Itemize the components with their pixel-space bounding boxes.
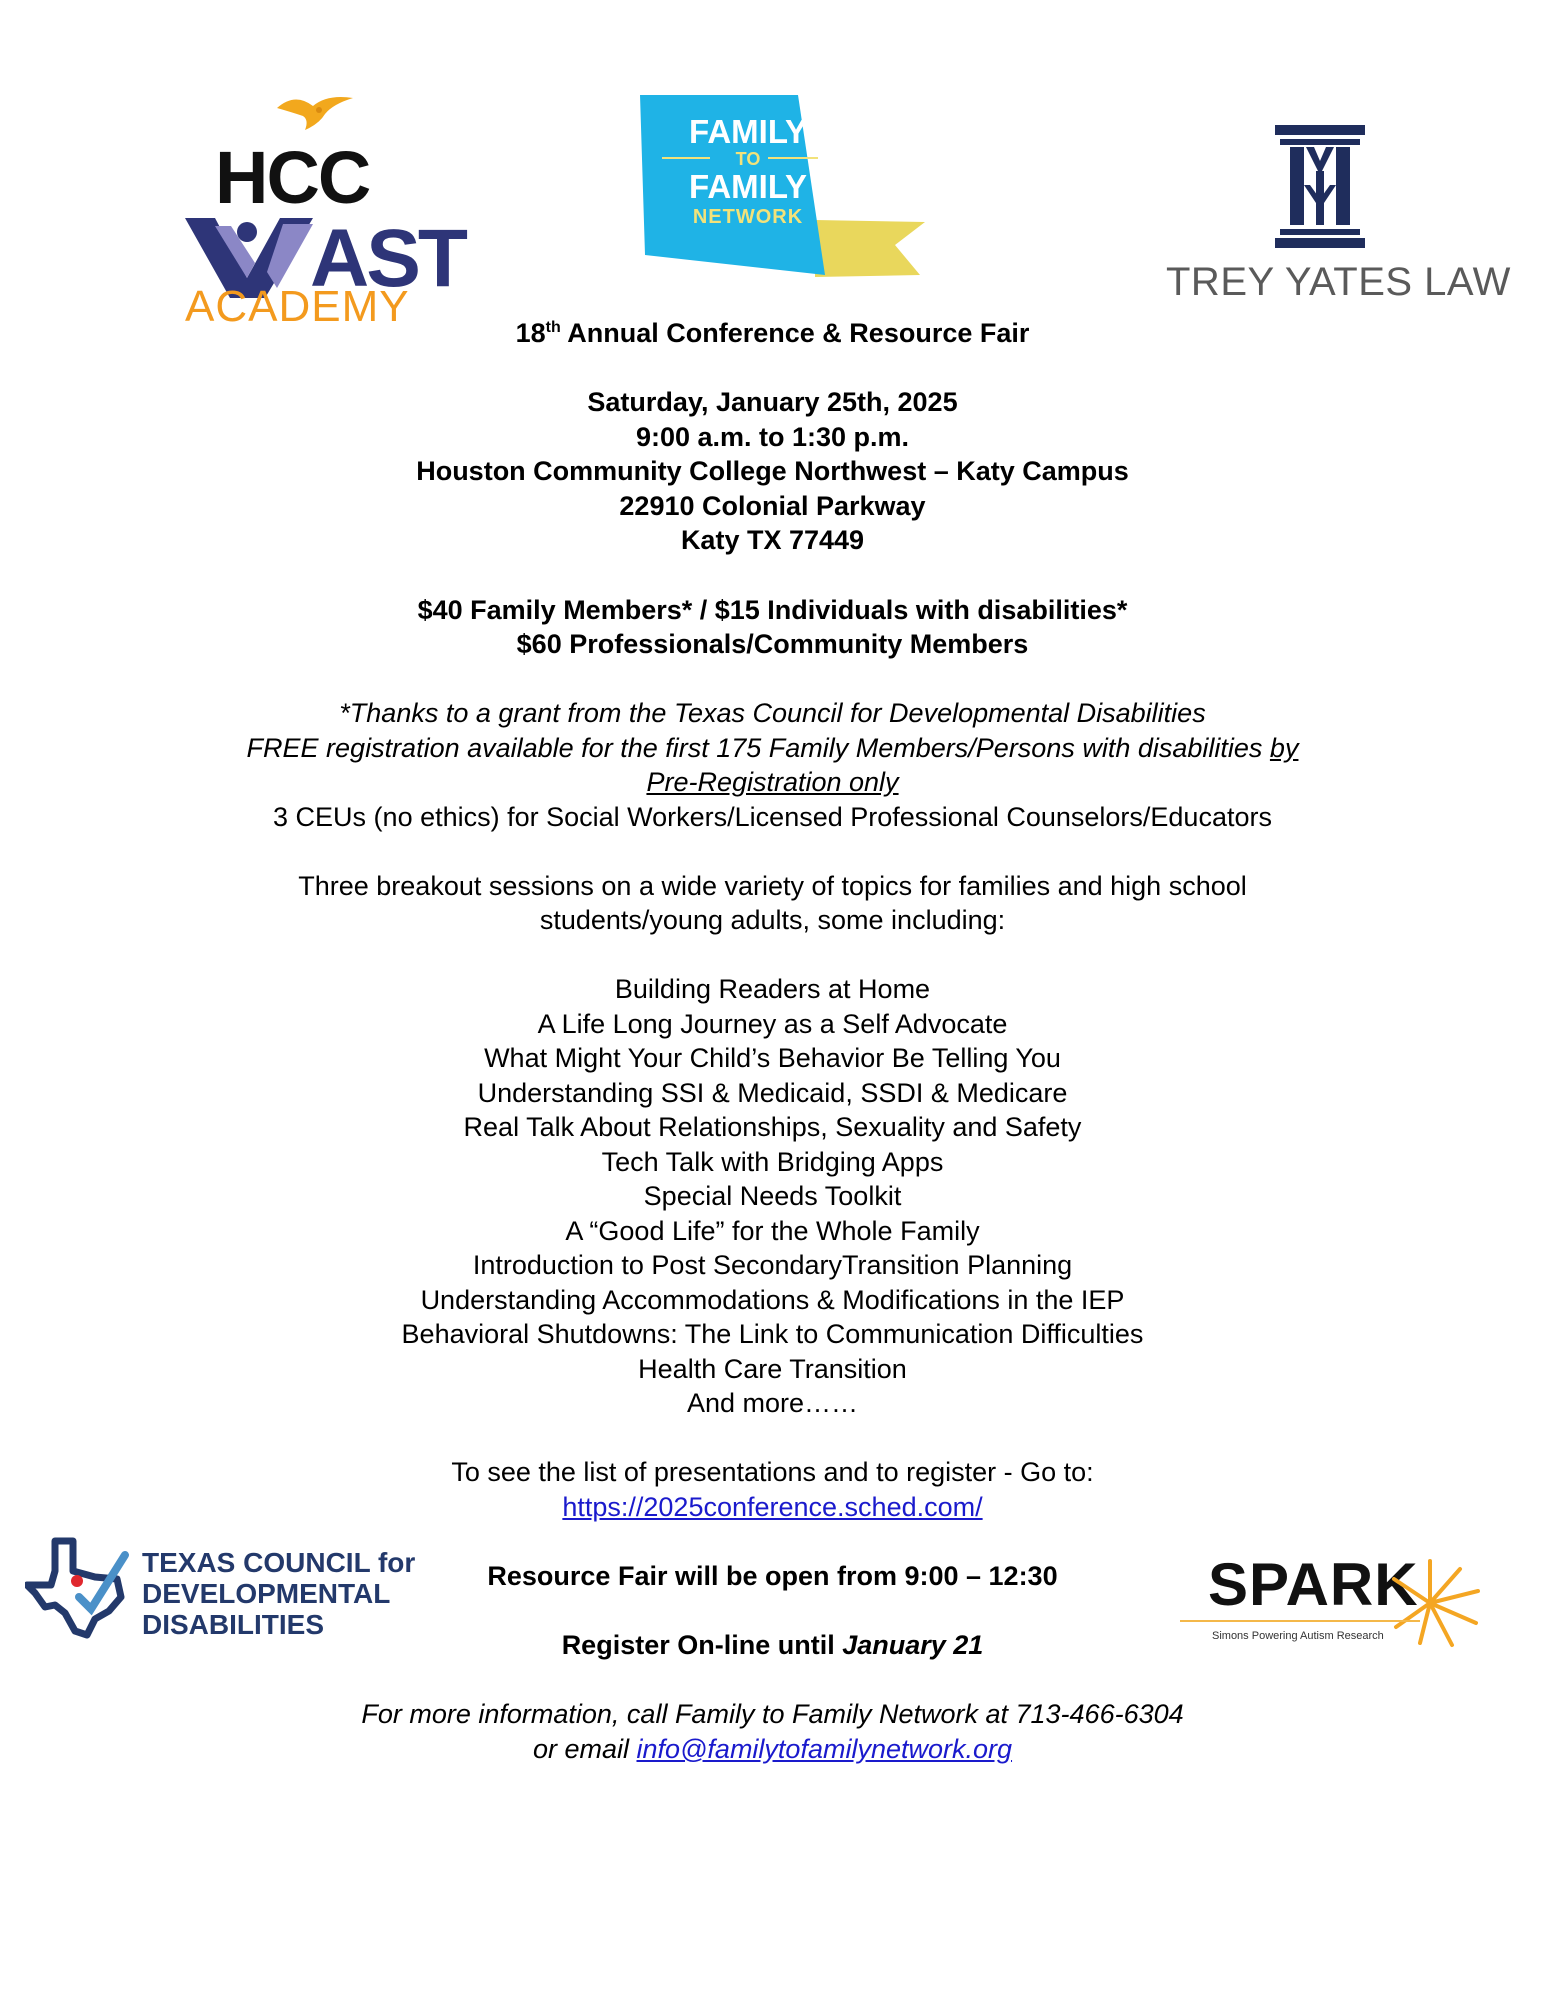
free-registration-note [0,733,1545,764]
tcdd-line-2: DEVELOPMENTAL [142,1578,391,1609]
f2f-line-network: NETWORK [692,206,804,228]
resource-fair-hours: Resource Fair will be open from 9:00 – 12:30 [487,1561,1058,1591]
hcc-wordmark: HCC [215,136,370,219]
topic-item: A “Good Life” for the Whole Family [565,1216,980,1246]
f2f-line-to: TO [735,149,761,169]
trey-yates-law-logo [1160,125,1511,310]
f2f-wordmark [658,115,838,227]
hcc-vast-academy-logo [185,90,465,331]
deadline-prefix: Register On-line until [561,1630,843,1660]
pricing-line-2: $60 Professionals/Community Members [516,629,1029,659]
deadline-date: January 21 [842,1630,984,1660]
contact-email-link[interactable]: info@familytofamilynetwork.org [636,1734,1013,1764]
registration-deadline [0,1630,1545,1661]
register-link-row [0,1492,1545,1523]
topic-item: A Life Long Journey as a Self Advocate [537,1009,1008,1039]
ceus-note: 3 CEUs (no ethics) for Social Workers/Licensed Professional Counselors/Educators [273,802,1272,832]
eagle-icon [275,90,355,135]
tcdd-line-1: TEXAS COUNCIL for [142,1547,416,1578]
topic-item: Behavioral Shutdowns: The Link to Communication Difficulties [401,1319,1144,1349]
event-date: Saturday, January 25th, 2025 [587,387,958,417]
event-city: Katy TX 77449 [680,525,865,555]
free-registration-by: by [1269,733,1299,763]
topic-item: Introduction to Post SecondaryTransition Planning [472,1250,1073,1280]
event-venue: Houston Community College Northwest – Katy Campus [416,456,1129,486]
ordinal-number: 18 [515,318,546,348]
topic-item: What Might Your Child’s Behavior Be Telling You [484,1043,1061,1073]
topic-item: Health Care Transition [638,1354,907,1384]
ast-wordmark: AST [310,213,465,304]
register-link[interactable]: https://2025conference.sched.com/ [562,1492,983,1522]
event-street: 22910 Colonial Parkway [619,491,926,521]
title-text: Annual Conference & Resource Fair [560,318,1030,348]
contact-phone-line: For more information, call Family to Family Network at 713-466-6304 [361,1699,1184,1729]
f2f-line-family-2: FAMILY [689,168,807,205]
grant-note: *Thanks to a grant from the Texas Council for Developmental Disabilities [339,698,1206,728]
topic-item: Building Readers at Home [614,974,931,1004]
pricing-line-1: $40 Family Members* / $15 Individuals with disabilities* [417,595,1128,625]
family-to-family-network-logo [640,95,925,280]
topic-item: Tech Talk with Bridging Apps [601,1147,944,1177]
trey-yates-wordmark: TREY YATES LAW [1166,260,1511,304]
free-registration-text: FREE registration available for the first 175 Family Members/Persons with disabilities [246,733,1270,763]
spark-wordmark: SPARK [1208,1551,1419,1618]
contact-email-line [0,1734,1545,1765]
tcdd-line-3: DISABILITIES [142,1609,325,1640]
topic-item: And more…… [686,1388,859,1418]
sessions-intro-1: Three breakout sessions on a wide variety of topics for families and high school [298,871,1247,901]
conference-title [0,318,1545,349]
academy-wordmark: ACADEMY [185,282,410,331]
pre-registration-only: Pre-Registration only [646,767,899,797]
spark-tagline: Simons Powering Autism Research [1212,1630,1384,1642]
pre-registration-note [0,767,1545,798]
pillar-monogram-icon [1160,125,1470,250]
spark-underline-icon [1180,1618,1420,1624]
topic-item: Special Needs Toolkit [643,1181,902,1211]
email-prefix: or email [532,1734,637,1764]
register-prompt: To see the list of presentations and to register - Go to: [451,1457,1094,1487]
f2f-line-family: FAMILY [689,113,807,150]
topic-item: Understanding Accommodations & Modifications in the IEP [420,1285,1125,1315]
ordinal-suffix: th [545,319,561,336]
topic-item: Real Talk About Relationships, Sexuality and Safety [463,1112,1082,1142]
sessions-intro-2: students/young adults, some including: [539,905,1006,935]
topic-item: Understanding SSI & Medicaid, SSDI & Medicare [477,1078,1068,1108]
event-time: 9:00 a.m. to 1:30 p.m. [635,422,910,452]
